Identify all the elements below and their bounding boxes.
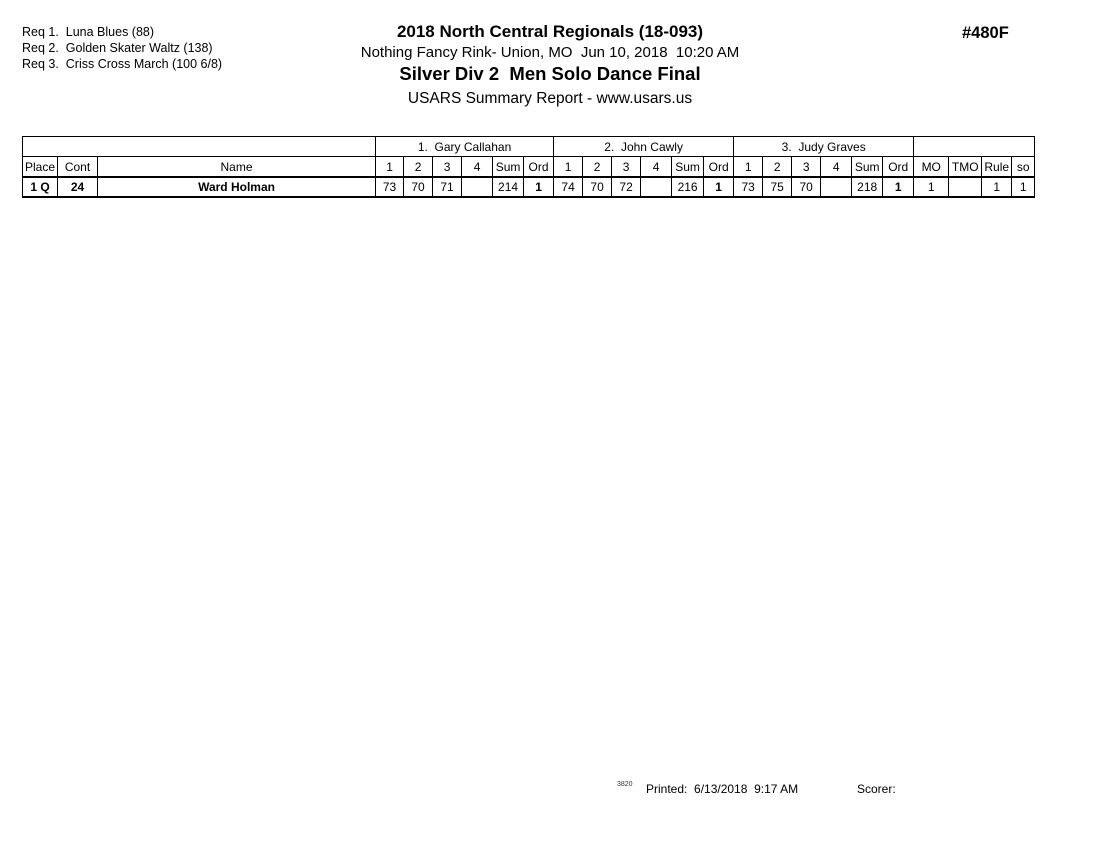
place-header: Place bbox=[23, 157, 58, 178]
requirement-line-3: Req 3. Criss Cross March (100 6/8) bbox=[22, 57, 223, 71]
judge3-trial1-score: 73 bbox=[734, 177, 763, 197]
judge3-trial2-header: 2 bbox=[763, 157, 792, 178]
judge-1-name: 1. Gary Callahan bbox=[376, 137, 554, 157]
report-type-line: USARS Summary Report - www.usars.us bbox=[407, 90, 693, 107]
judge2-trial4-score bbox=[641, 177, 672, 197]
name-header: Name bbox=[98, 157, 376, 178]
so-cell: 1 bbox=[1012, 177, 1035, 197]
judge3-trial4-score bbox=[821, 177, 852, 197]
contestant-number-cell: 24 bbox=[58, 177, 98, 197]
skater-name-cell: Ward Holman bbox=[98, 177, 376, 197]
judge2-ord-header: Ord bbox=[704, 157, 734, 178]
judge1-trial2-header: 2 bbox=[404, 157, 433, 178]
title-block bbox=[0, 22, 1100, 108]
judge1-trial3-score: 71 bbox=[433, 177, 462, 197]
judge3-trial3-score: 70 bbox=[792, 177, 821, 197]
so-header: so bbox=[1012, 157, 1035, 178]
judge1-sum-header: Sum bbox=[493, 157, 524, 178]
judge1-trial4-score bbox=[462, 177, 493, 197]
judge2-trial2-score: 70 bbox=[583, 177, 612, 197]
judge3-sum-header: Sum bbox=[852, 157, 883, 178]
judge2-trial4-header: 4 bbox=[641, 157, 672, 178]
printed-timestamp: Printed: 6/13/2018 9:17 AM bbox=[646, 782, 799, 796]
place-cell: 1 Q bbox=[23, 177, 58, 197]
judge3-trial2-score: 75 bbox=[763, 177, 792, 197]
judge1-sum-score: 214 bbox=[493, 177, 524, 197]
judge2-trial1-header: 1 bbox=[554, 157, 583, 178]
cont-header: Cont bbox=[58, 157, 98, 178]
judge3-sum-score: 218 bbox=[852, 177, 883, 197]
requirement-line-1: Req 1. Luna Blues (88) bbox=[22, 25, 155, 39]
venue-date-line: Nothing Fancy Rink- Union, MO Jun 10, 2018 10:20 AM bbox=[360, 44, 740, 61]
judge2-trial3-score: 72 bbox=[612, 177, 641, 197]
judge-3-name: 3. Judy Graves bbox=[734, 137, 914, 157]
judge2-sum-header: Sum bbox=[672, 157, 704, 178]
judge2-sum-score: 216 bbox=[672, 177, 704, 197]
judges-row-right-spacer bbox=[914, 137, 1035, 157]
event-number: #480F bbox=[962, 24, 1009, 42]
mo-header: MO bbox=[914, 157, 949, 178]
judge2-ordinal: 1 bbox=[704, 177, 734, 197]
tmo-header: TMO bbox=[949, 157, 982, 178]
judge1-ordinal: 1 bbox=[524, 177, 554, 197]
print-code: 3820 bbox=[617, 781, 633, 788]
requirement-line-2: Req 2. Golden Skater Waltz (138) bbox=[22, 41, 213, 55]
result-row bbox=[23, 177, 1035, 197]
judge1-ord-header: Ord bbox=[524, 157, 554, 178]
judge3-trial3-header: 3 bbox=[792, 157, 821, 178]
judge1-trial4-header: 4 bbox=[462, 157, 493, 178]
judge1-trial1-score: 73 bbox=[376, 177, 404, 197]
judge1-trial2-score: 70 bbox=[404, 177, 433, 197]
judges-row bbox=[23, 137, 1035, 157]
judge3-trial4-header: 4 bbox=[821, 157, 852, 178]
division-title: Silver Div 2 Men Solo Dance Final bbox=[399, 63, 701, 84]
judge3-ord-header: Ord bbox=[883, 157, 914, 178]
judge2-trial1-score: 74 bbox=[554, 177, 583, 197]
judge3-ordinal: 1 bbox=[883, 177, 914, 197]
judges-row-left-spacer bbox=[23, 137, 376, 157]
judge2-trial3-header: 3 bbox=[612, 157, 641, 178]
judge1-trial1-header: 1 bbox=[376, 157, 404, 178]
scorer-label: Scorer: bbox=[857, 782, 896, 796]
judge-2-name: 2. John Cawly bbox=[554, 137, 734, 157]
event-title: 2018 North Central Regionals (18-093) bbox=[396, 22, 704, 41]
rule-header: Rule bbox=[982, 157, 1012, 178]
column-header-row bbox=[23, 157, 1035, 178]
judge3-trial1-header: 1 bbox=[734, 157, 763, 178]
mo-cell: 1 bbox=[914, 177, 949, 197]
score-table bbox=[22, 136, 1035, 198]
judge1-trial3-header: 3 bbox=[433, 157, 462, 178]
rule-cell: 1 bbox=[982, 177, 1012, 197]
tmo-cell bbox=[949, 177, 982, 197]
judge2-trial2-header: 2 bbox=[583, 157, 612, 178]
